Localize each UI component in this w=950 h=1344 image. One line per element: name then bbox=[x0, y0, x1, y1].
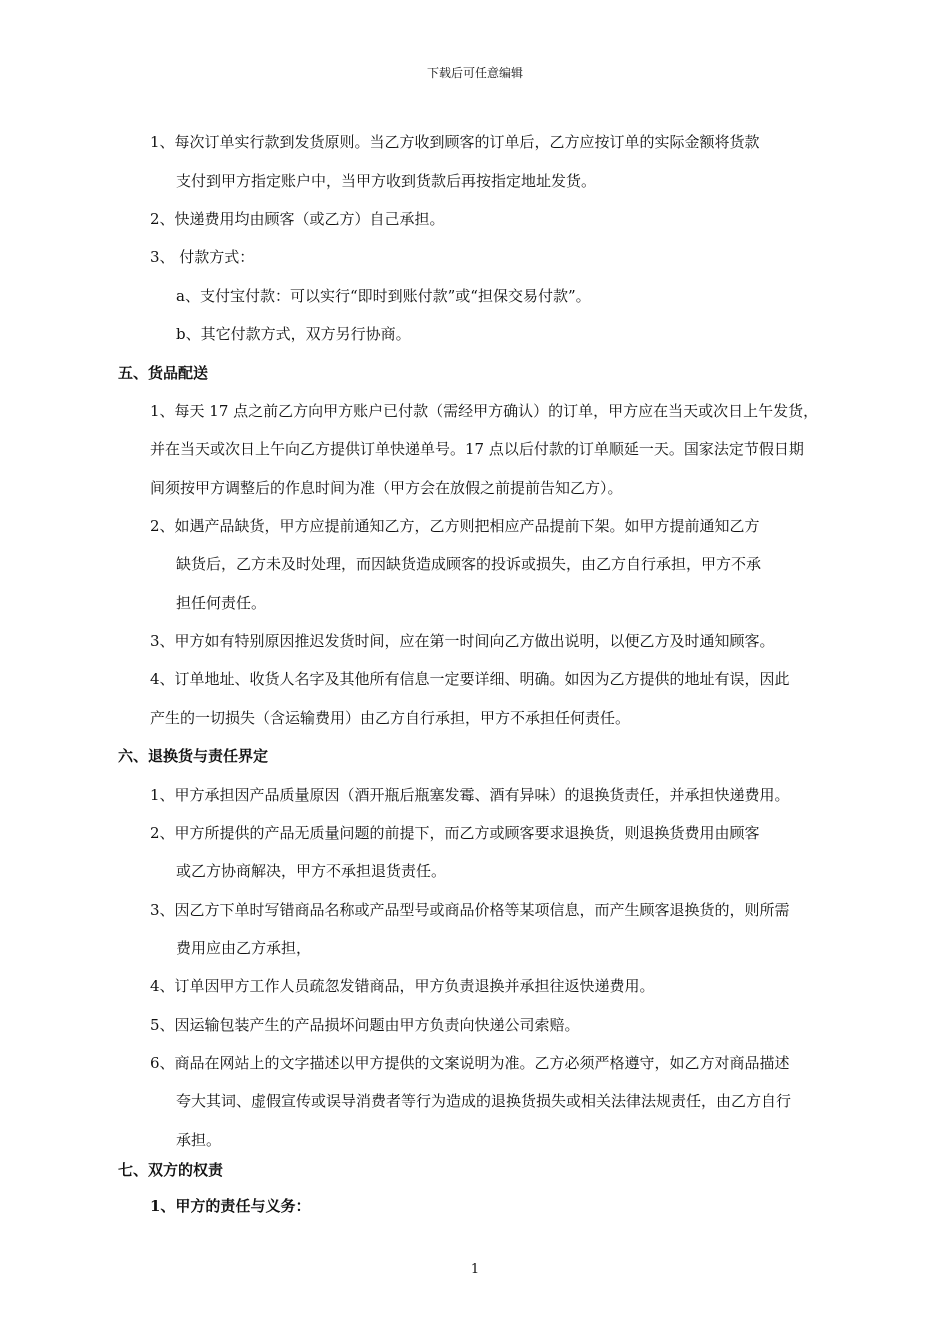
clause-4-2: 2、快递费用均由顾客（或乙方）自己承担。 bbox=[150, 210, 445, 228]
clause-5-3: 3、甲方如有特别原因推迟发货时间，应在第一时间向乙方做出说明，以便乙方及时通知顾客。 bbox=[150, 632, 775, 650]
clause-5-4-line-2: 产生的一切损失（含运输费用）由乙方自行承担，甲方不承担任何责任。 bbox=[150, 709, 631, 727]
clause-5-2-line-1: 2、如遇产品缺货，甲方应提前通知乙方，乙方则把相应产品提前下架。如甲方提前通知乙方 bbox=[150, 517, 760, 535]
page-number: 1 bbox=[470, 1262, 480, 1277]
clause-4-1-line-1: 1、每次订单实行款到发货原则。当乙方收到顾客的订单后，乙方应按订单的实际金额将货款 bbox=[150, 133, 760, 151]
clause-4-1-line-2: 支付到甲方指定账户中，当甲方收到货款后再按指定地址发货。 bbox=[176, 172, 597, 190]
clause-6-4: 4、订单因甲方工作人员疏忽发错商品，甲方负责退换并承担往返快递费用。 bbox=[150, 977, 655, 995]
clause-6-6-line-2: 夸大其词、虚假宣传或误导消费者等行为造成的退换货损失或相关法律法规责任，由乙方自行 bbox=[176, 1092, 792, 1110]
clause-5-2-line-3: 担任何责任。 bbox=[176, 594, 267, 612]
clause-5-1-line-1: 1、每天 17 点之前乙方向甲方账户已付款（需经甲方确认）的订单，甲方应在当天或次日上午发货， bbox=[150, 402, 819, 420]
clause-6-6-line-1: 6、商品在网站上的文字描述以甲方提供的文案说明为准。乙方必须严格遵守，如乙方对商品描述 bbox=[150, 1054, 790, 1072]
section-heading-7: 七、双方的权责 bbox=[118, 1161, 224, 1179]
clause-6-3-line-2: 费用应由乙方承担， bbox=[176, 939, 312, 957]
page-header: 下载后可任意编辑 bbox=[426, 66, 523, 80]
clause-5-1-line-2: 并在当天或次日上午向乙方提供订单快递单号。17 点以后付款的订单顺延一天。国家法定节假日期 bbox=[150, 440, 804, 458]
clause-5-4-line-1: 4、订单地址、收货人名字及其他所有信息一定要详细、明确。如因为乙方提供的地址有误，因此 bbox=[150, 670, 790, 688]
clause-6-2-line-1: 2、甲方所提供的产品无质量问题的前提下，而乙方或顾客要求退换货，则退换货费用由顾客 bbox=[150, 824, 760, 842]
clause-6-1: 1、甲方承担因产品质量原因（酒开瓶后瓶塞发霉、酒有异味）的退换货责任，并承担快递费用。 bbox=[150, 786, 790, 804]
section-heading-6: 六、退换货与责任界定 bbox=[118, 747, 269, 765]
clause-4-3: 3、 付款方式： bbox=[150, 248, 255, 266]
clause-6-3-line-1: 3、因乙方下单时写错商品名称或产品型号或商品价格等某项信息，而产生顾客退换货的，则所需 bbox=[150, 901, 790, 919]
subheading-7-1: 1、甲方的责任与义务： bbox=[150, 1197, 311, 1215]
clause-6-5: 5、因运输包装产生的产品损坏问题由甲方负责向快递公司索赔。 bbox=[150, 1016, 580, 1034]
clause-4-3-b: b、其它付款方式，双方另行协商。 bbox=[176, 325, 411, 343]
clause-5-1-line-3: 间须按甲方调整后的作息时间为准（甲方会在放假之前提前告知乙方）。 bbox=[150, 479, 623, 497]
section-heading-5: 五、货品配送 bbox=[118, 364, 209, 382]
clause-6-2-line-2: 或乙方协商解决，甲方不承担退货责任。 bbox=[176, 862, 447, 880]
clause-6-6-line-3: 承担。 bbox=[176, 1131, 222, 1149]
clause-5-2-line-2: 缺货后，乙方未及时处理，而因缺货造成顾客的投诉或损失，由乙方自行承担，甲方不承 bbox=[176, 555, 762, 573]
clause-4-3-a: a、支付宝付款：可以实行“即时到账付款”或“担保交易付款”。 bbox=[176, 287, 591, 305]
